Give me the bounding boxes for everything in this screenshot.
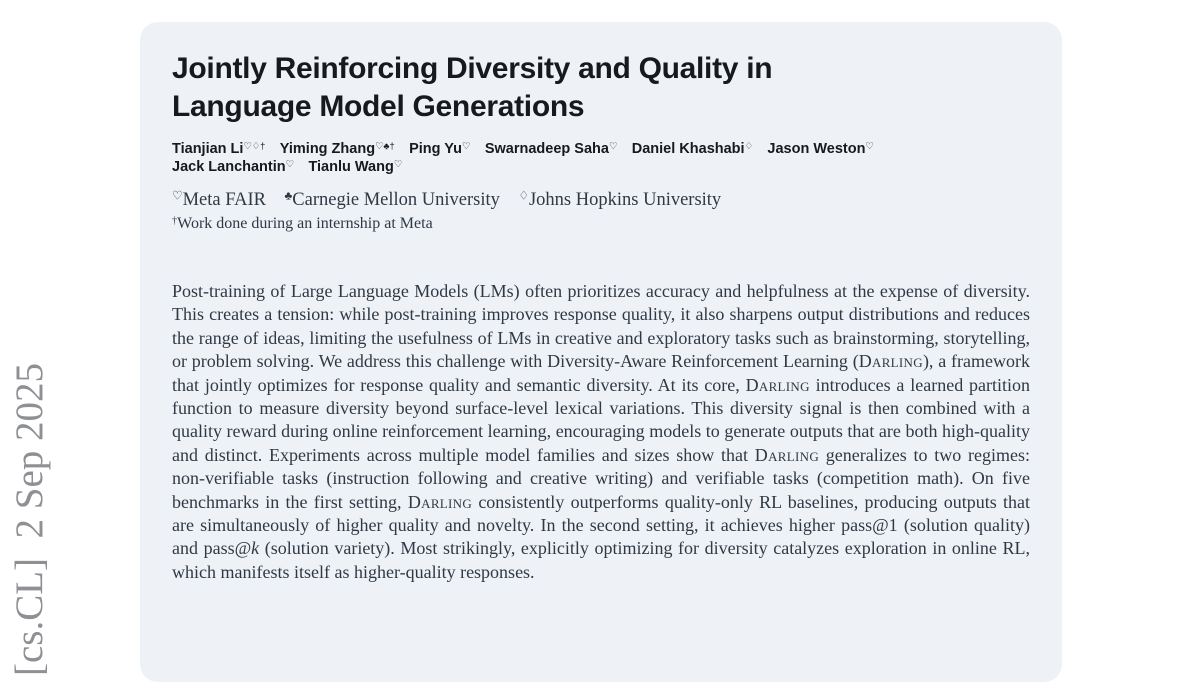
superscript-marker: ♡ bbox=[393, 158, 403, 169]
superscript-marker: ♣ bbox=[284, 188, 293, 203]
smallcaps-text: Darling bbox=[754, 444, 820, 465]
arxiv-stamp: [cs.CL] 2 Sep 2025 bbox=[8, 362, 51, 676]
superscript-marker: ♡ bbox=[285, 158, 294, 169]
affiliation-block bbox=[172, 189, 1030, 233]
superscript-marker: ♡ bbox=[865, 140, 874, 151]
superscript-marker: ♡♣† bbox=[375, 140, 395, 151]
footnote: †Work done during an internship at Meta bbox=[172, 215, 433, 232]
abstract-text: Post-training of Large Language Models (LMs) often prioritizes accuracy and helpfulness at the expense of diversity. This creates a tension: while post-training improves response quality, it also sharpens output distributions and reduces the range of ideas, limiting the usefulness of LMs in creative and exploratory tasks such as brainstorming, storytelling, or problem solving. We address this challenge with Diversity-Aware Reinforcement Learning (Darling), a framework that jointly optimizes for response quality and semantic diversity. At its core, Darling introduces a learned partition function to measure diversity beyond surface-level lexical variations. This diversity signal is then combined with a quality reward during online reinforcement learning, encouraging models to generate outputs that are both high-quality and distinct. Experiments across multiple model families and sizes show that Darling generalizes to two regimes: non-verifiable tasks (instruction following and creative writing) and verifiable tasks (competition math). On five benchmarks in the first setting, Darling consistently outperforms quality-only RL baselines, producing outputs that are simultaneously of higher quality and novelty. In the second setting, it achieves higher pass@1 (solution quality) and pass@k (solution variety). Most strikingly, explicitly optimizing for diversity catalyzes exploration in online RL, which manifests itself as higher-quality responses. bbox=[172, 281, 1031, 582]
superscript-marker: † bbox=[172, 215, 178, 227]
superscript-marker: ♡♢† bbox=[243, 140, 266, 151]
superscript-marker: ♡ bbox=[462, 140, 471, 151]
author-row-2: Jack Lanchantin♡ Tianlu Wang♡ bbox=[172, 158, 403, 175]
author-row-1: Tianjian Li♡♢† Yiming Zhang♡♣† Ping Yu♡ Swarnadeep Saha♡ Daniel Khashabi♢ Jason Weston♡ bbox=[172, 140, 874, 157]
superscript-marker: ♡ bbox=[172, 188, 183, 203]
smallcaps-text: Darling bbox=[745, 374, 810, 395]
author-list bbox=[172, 140, 1030, 176]
smallcaps-text: Darling bbox=[858, 351, 923, 372]
superscript-marker: ♢ bbox=[518, 188, 529, 203]
affiliation-line: ♡Meta FAIR ♣Carnegie Mellon University ♢Johns Hopkins University bbox=[172, 188, 722, 210]
paper-title bbox=[172, 50, 1030, 126]
paper-title-line-1: Jointly Reinforcing Diversity and Quality in bbox=[172, 52, 773, 85]
superscript-marker: ♡ bbox=[608, 140, 618, 151]
italic-text: k bbox=[251, 538, 260, 559]
superscript-marker: ♢ bbox=[744, 140, 753, 151]
paper-card bbox=[140, 22, 1062, 682]
paper-title-line-2: Language Model Generations bbox=[172, 90, 585, 123]
smallcaps-text: Darling bbox=[407, 491, 473, 512]
